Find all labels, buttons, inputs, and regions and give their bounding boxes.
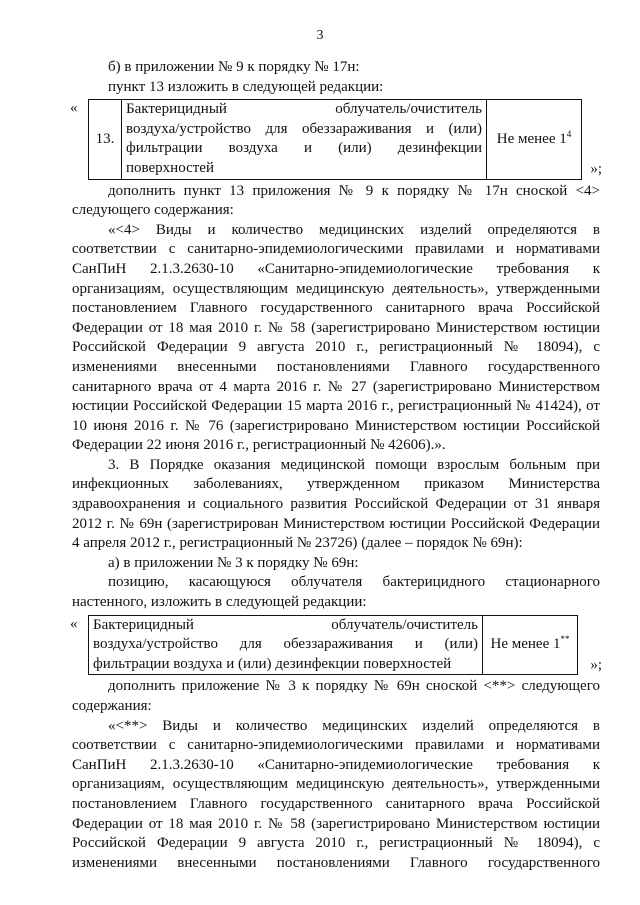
quantity-text: Не менее 1 — [490, 636, 561, 653]
footnote-ref: 4 — [566, 128, 572, 139]
section-3-line: 2012 г. № 69н (зарегистрирован Министерством юстиции Российской Федерации — [72, 515, 600, 532]
desc-line: поверхностей — [126, 159, 214, 176]
item-number: 13. — [89, 100, 122, 179]
footnote-line: «<4> Виды и количество медицинских изделий определяются в — [108, 221, 600, 238]
footnote-line: Федерации от 18 мая 2010 г. № 58 (зарегистрировано Министерством юстиции — [72, 319, 600, 336]
quantity-text: Не менее 1 — [496, 130, 567, 147]
footnote-line: юстиции Российской Федерации 15 марта 2016 г., регистрационный № 41424), от — [72, 398, 600, 415]
section-3-line: 4 апреля 2012 г., регистрационный № 23726) (далее – порядок № 69н): — [72, 535, 523, 552]
para-line: дополнить пункт 13 приложения № 9 к порядку № 17н сноской <4> — [108, 182, 600, 199]
footnote-line: Российской Федерации 9 августа 2010 г., регистрационный № 18094), с — [72, 339, 600, 356]
footnote-line: Российской Федерации 9 августа 2010 г., регистрационный № 18094), с — [72, 835, 600, 852]
section-a-line: настенного, изложить в следующей редакции: — [72, 594, 367, 611]
footnote-line: СанПиН 2.1.3.2630-10 «Санитарно-эпидемиологические требования к — [72, 260, 600, 277]
equipment-table-1 — [88, 99, 582, 179]
section-a-line: позицию, касающуюся облучателя бактерицидного стационарного — [108, 574, 600, 591]
equipment-table-2 — [88, 615, 578, 676]
section-b-heading: б) в приложении № 9 к порядку № 17н: — [108, 59, 360, 75]
table-row — [89, 615, 578, 675]
item-quantity — [487, 100, 582, 179]
desc-line: Бактерицидный облучатель/очиститель — [93, 616, 478, 633]
table2-wrapper — [72, 615, 600, 676]
close-quote: »; — [590, 160, 602, 177]
close-quote: »; — [590, 656, 602, 673]
footnote-line: санитарного врача от 4 марта 2016 г. № 27 (зарегистрировано Министерством — [72, 378, 600, 395]
section-3-line: инфекционных заболеваниях, утвержденном приказом Министерства — [72, 476, 600, 493]
desc-line: фильтрации воздуха и (или) дезинфекции — [126, 140, 482, 157]
section-3-line: здравоохранения и социального развития Российской Федерации от 31 января — [72, 496, 600, 513]
footnote-line: соответствии с санитарно-эпидемиологическими правилами и нормативами — [72, 241, 600, 258]
open-quote: « — [70, 100, 78, 117]
footnote-line: постановлением Главного государственного санитарного врача Российской — [72, 795, 600, 812]
desc-line: воздуха/устройство для обеззараживания и (или) — [126, 120, 482, 137]
table-row — [89, 100, 582, 179]
footnote-line: организациям, осуществляющим медицинскую деятельность», утвержденными — [72, 280, 600, 297]
footnote-line: «<**> Виды и количество медицинских изделий определяются в — [108, 717, 600, 734]
item-description — [122, 100, 487, 179]
footnote-line: Федерации 22 июня 2016 г., регистрационный № 42606).». — [72, 437, 446, 454]
document-body — [72, 58, 600, 873]
page-number: 3 — [316, 28, 324, 43]
footnote-line: Федерации от 18 мая 2010 г. № 58 (зарегистрировано Министерством юстиции — [72, 815, 600, 832]
section-3-line: 3. В Порядке оказания медицинской помощи взрослым больным при — [108, 456, 600, 473]
desc-line: фильтрации воздуха и (или) дезинфекции поверхностей — [93, 655, 452, 672]
table1-wrapper — [72, 99, 600, 179]
footnote-line: организациям, осуществляющим медицинскую деятельность», утвержденными — [72, 776, 600, 793]
footnote-line: соответствии с санитарно-эпидемиологическими правилами и нормативами — [72, 737, 600, 754]
footnote-line: изменениями внесенными постановлениями Главного государственного — [72, 854, 600, 871]
section-a-heading: а) в приложении № 3 к порядку № 69н: — [108, 554, 359, 571]
item-quantity — [483, 615, 578, 675]
footnote-line: постановлением Главного государственного санитарного врача Российской — [72, 300, 600, 317]
section-b-point: пункт 13 изложить в следующей редакции: — [108, 78, 384, 95]
para-line: следующего содержания: — [72, 202, 234, 219]
footnote-line: изменениями внесенными постановлениями Главного государственного — [72, 358, 600, 375]
footnote-line: СанПиН 2.1.3.2630-10 «Санитарно-эпидемиологические требования к — [72, 756, 600, 773]
footnote-ref: ** — [560, 634, 570, 645]
desc-line: воздуха/устройство для обеззараживания и (или) — [93, 636, 478, 653]
desc-line: Бактерицидный облучатель/очиститель — [126, 101, 482, 118]
item-description — [89, 615, 483, 675]
open-quote: « — [70, 615, 78, 632]
para-line: дополнить приложение № 3 к порядку № 69н сноской <**> следующего — [108, 678, 600, 695]
footnote-line: 10 июня 2016 г. № 76 (зарегистрировано Министерством юстиции Российской — [72, 417, 600, 434]
para-line: содержания: — [72, 698, 152, 714]
